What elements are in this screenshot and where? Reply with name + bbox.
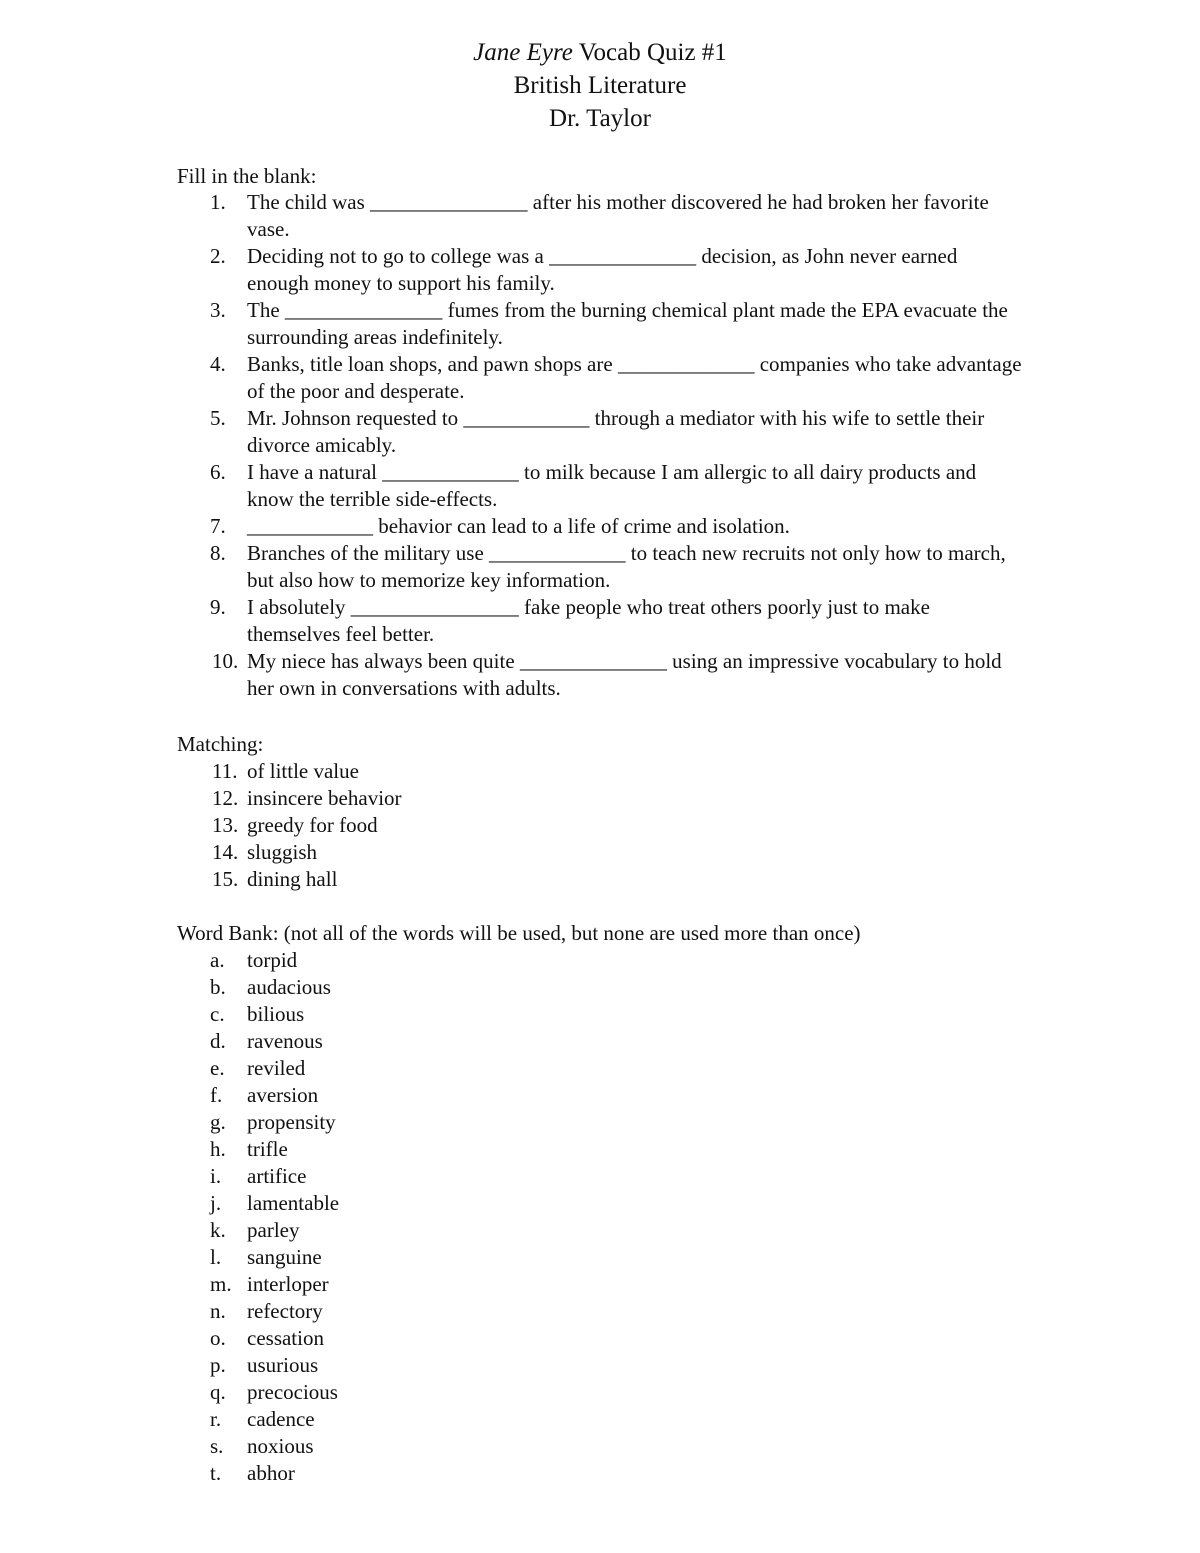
word-bank-entry-number: m. — [210, 1272, 232, 1296]
matching-question — [0, 758, 1022, 785]
word-bank-entry-number: s. — [210, 1434, 224, 1458]
fill-in-heading: Fill in the blank: — [177, 164, 317, 188]
fill-in-question-number: 5. — [210, 406, 226, 430]
matching-question-number: 13. — [212, 813, 239, 837]
word-bank-entry — [0, 1379, 1022, 1406]
word-bank-entry-text: cessation — [247, 1326, 324, 1350]
word-bank-entry-text: abhor — [247, 1461, 295, 1485]
word-bank-entry-number: k. — [210, 1218, 226, 1242]
word-bank-entry — [0, 1217, 1022, 1244]
word-bank-entry — [0, 1352, 1022, 1379]
quiz-header — [0, 36, 1200, 135]
matching-heading: Matching: — [177, 732, 264, 756]
fill-in-question-text: My niece has always been quite ______________ using an impressive vocabulary to hold her own in conversations with adults. — [247, 649, 1002, 700]
matching-question-text: of little value — [247, 759, 359, 783]
fill-in-question-text: The _______________ fumes from the burning chemical plant made the EPA evacuate the surrounding areas indefinitely. — [247, 298, 1008, 349]
word-bank-entry-number: i. — [210, 1164, 222, 1188]
word-bank-entry — [0, 1406, 1022, 1433]
matching-question-number: 14. — [212, 840, 239, 864]
word-bank-entry-number: t. — [210, 1461, 222, 1485]
word-bank-entry — [0, 1190, 1022, 1217]
word-bank-entry-number: p. — [210, 1353, 226, 1377]
word-bank-entry — [0, 1136, 1022, 1163]
word-bank-entry — [0, 974, 1022, 1001]
word-bank-entry-text: reviled — [247, 1056, 306, 1080]
fill-in-question-number: 7. — [210, 514, 226, 538]
word-bank-entry — [0, 947, 1022, 974]
fill-in-question — [0, 405, 1022, 459]
fill-in-question-text: The child was _______________ after his mother discovered he had broken her favorite vase. — [247, 190, 989, 241]
word-bank-entry-text: bilious — [247, 1002, 305, 1026]
word-bank-entry-number: r. — [210, 1407, 222, 1431]
fill-in-question — [0, 540, 1022, 594]
fill-in-question — [0, 297, 1022, 351]
matching-question-number: 12. — [212, 786, 239, 810]
word-bank-entry-number: c. — [210, 1002, 225, 1026]
fill-in-question-number: 3. — [210, 298, 226, 322]
word-bank-entry-text: refectory — [247, 1299, 323, 1323]
word-bank-entry-text: lamentable — [247, 1191, 340, 1215]
fill-in-question — [0, 189, 1022, 243]
word-bank-entry-text: interloper — [247, 1272, 329, 1296]
fill-in-question-number: 10. — [212, 649, 239, 673]
word-bank-entry — [0, 1271, 1022, 1298]
matching-question-text: insincere behavior — [247, 786, 402, 810]
word-bank-entry-text: trifle — [247, 1137, 288, 1161]
instructor-name: Dr. Taylor — [549, 105, 651, 132]
fill-in-question — [0, 351, 1022, 405]
fill-in-question-text: Branches of the military use _____________ to teach new recruits not only how to march, but also how to memorize key information. — [247, 541, 1006, 592]
fill-in-question — [0, 594, 1022, 648]
book-title: Jane Eyre — [473, 39, 573, 66]
quiz-title-rest: Vocab Quiz #1 — [572, 39, 727, 66]
word-bank-list — [0, 947, 1022, 1487]
fill-in-question-number: 4. — [210, 352, 226, 376]
matching-question-text: sluggish — [247, 840, 318, 864]
word-bank-entry-number: g. — [210, 1110, 226, 1134]
fill-in-question — [0, 459, 1022, 513]
matching-question-number: 11. — [212, 759, 238, 783]
matching-question — [0, 785, 1022, 812]
word-bank-entry-number: d. — [210, 1029, 226, 1053]
fill-in-question-text: Deciding not to go to college was a ______________ decision, as John never earned enough money to support his family. — [247, 244, 958, 295]
word-bank-entry — [0, 1460, 1022, 1487]
fill-in-question-number: 8. — [210, 541, 226, 565]
word-bank-entry — [0, 1082, 1022, 1109]
fill-in-list — [0, 189, 1022, 702]
word-bank-entry — [0, 1298, 1022, 1325]
word-bank-entry-number: a. — [210, 948, 225, 972]
fill-in-question-number: 2. — [210, 244, 226, 268]
word-bank-entry — [0, 1055, 1022, 1082]
fill-in-question-number: 1. — [210, 190, 226, 214]
matching-question — [0, 812, 1022, 839]
word-bank-entry-text: aversion — [247, 1083, 319, 1107]
fill-in-question — [0, 648, 1022, 702]
word-bank-entry-text: noxious — [247, 1434, 314, 1458]
course-name: British Literature — [513, 72, 687, 99]
word-bank-entry — [0, 1433, 1022, 1460]
fill-in-question-text: Mr. Johnson requested to ____________ through a mediator with his wife to settle their divorce amicably. — [247, 406, 985, 457]
word-bank-entry-number: n. — [210, 1299, 226, 1323]
word-bank-entry-number: b. — [210, 975, 226, 999]
word-bank-entry-text: ravenous — [247, 1029, 323, 1053]
word-bank-entry — [0, 1244, 1022, 1271]
word-bank-entry — [0, 1109, 1022, 1136]
word-bank-entry-text: audacious — [247, 975, 331, 999]
fill-in-question-text: Banks, title loan shops, and pawn shops are _____________ companies who take advantage of the poor and desperate. — [247, 352, 1022, 403]
fill-in-question-text: I absolutely ________________ fake people who treat others poorly just to make themselves feel better. — [247, 595, 930, 646]
word-bank-entry — [0, 1028, 1022, 1055]
fill-in-question-number: 9. — [210, 595, 226, 619]
fill-in-question-number: 6. — [210, 460, 226, 484]
fill-in-question — [0, 513, 1022, 540]
word-bank-entry-number: h. — [210, 1137, 226, 1161]
matching-question-text: greedy for food — [247, 813, 378, 837]
word-bank-entry-text: sanguine — [247, 1245, 322, 1269]
word-bank-entry-text: usurious — [247, 1353, 319, 1377]
word-bank-entry-number: l. — [210, 1245, 222, 1269]
word-bank-entry-text: parley — [247, 1218, 300, 1242]
word-bank-entry-text: propensity — [247, 1110, 336, 1134]
word-bank-entry-number: q. — [210, 1380, 226, 1404]
word-bank-entry — [0, 1001, 1022, 1028]
matching-question — [0, 866, 1022, 893]
fill-in-question-text: I have a natural _____________ to milk because I am allergic to all dairy products and know the terrible side-effects. — [247, 460, 977, 511]
word-bank-entry-text: cadence — [247, 1407, 315, 1431]
word-bank-entry-text: precocious — [247, 1380, 338, 1404]
word-bank-entry-number: e. — [210, 1056, 225, 1080]
word-bank-entry-text: torpid — [247, 948, 298, 972]
matching-list — [0, 758, 1022, 893]
quiz-title — [0, 36, 1200, 69]
word-bank-entry-number: o. — [210, 1326, 226, 1350]
word-bank-entry-number: f. — [210, 1083, 223, 1107]
fill-in-question-text: ____________ behavior can lead to a life of crime and isolation. — [247, 514, 790, 538]
matching-question-text: dining hall — [247, 867, 338, 891]
word-bank-entry — [0, 1325, 1022, 1352]
matching-question-number: 15. — [212, 867, 239, 891]
word-bank-entry-text: artifice — [247, 1164, 307, 1188]
word-bank-entry — [0, 1163, 1022, 1190]
word-bank-heading: Word Bank: (not all of the words will be used, but none are used more than once) — [177, 921, 861, 945]
word-bank-entry-number: j. — [210, 1191, 222, 1215]
fill-in-question — [0, 243, 1022, 297]
matching-question — [0, 839, 1022, 866]
